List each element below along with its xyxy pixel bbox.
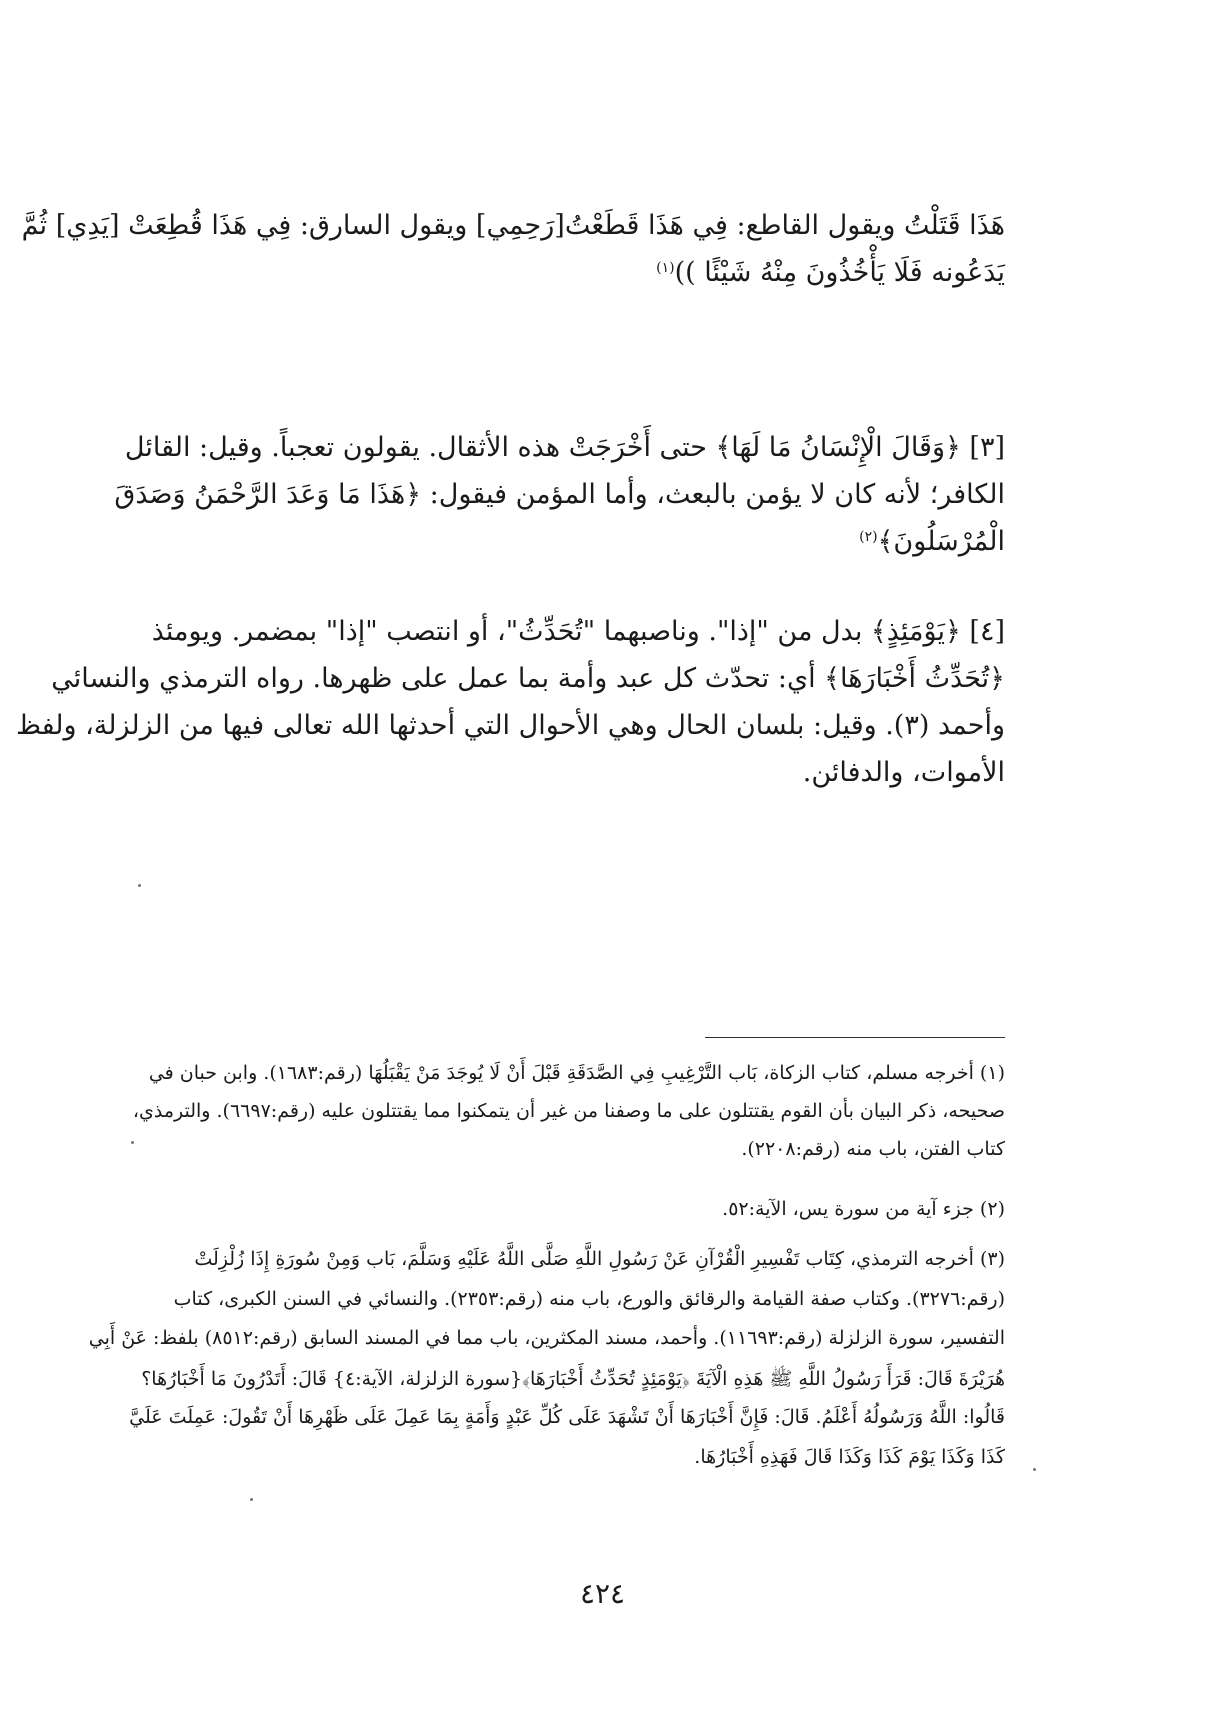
footnote-line: قَالُوا: اللَّهُ وَرَسُولُهُ أَعْلَمُ. قَالَ: فَإِنَّ أَخْبَارَهَا أَنْ تَشْهَدَ عَلَى كُلِّ عَبْدٍ وَأَمَةٍ بِمَا عَمِلَ عَلَى ظَهْرِهَا أَنْ تَقُولَ: عَمِلَتَ عَلَيَّ	[129, 1406, 1005, 1428]
footnote-separator	[705, 1037, 1005, 1038]
footnote-line: صحيحه، ذكر البيان بأن القوم يقتتلون على ما وصفنا من غير أن يتمكنوا مما يقتتلون عليه (رقم:٦٦٩٧). والترمذي،	[132, 1100, 1005, 1122]
footnote-line: كتاب الفتن، باب منه (رقم:٢٢٠٨).	[741, 1138, 1005, 1160]
paragraph-1	[21, 210, 1005, 306]
paragraph-line	[200, 259, 1005, 306]
footnote-2	[200, 1198, 1005, 1236]
footnote-line: (رقم:٣٢٧٦). وكتاب صفة القيامة والرقائق والورع، باب منه (رقم:٢٣٥٣). والنسائي في السنن الكبرى، كتاب	[173, 1287, 1005, 1310]
scan-speck	[131, 1141, 134, 1144]
footnote-marker: (٢)	[859, 529, 878, 545]
footnote-line: (٣) أخرجه الترمذي، كِتَاب تَفْسِيرِ الْقُرْآنِ عَنْ رَسُولِ اللَّهِ صَلَّى اللَّهُ عَلَيْهِ وَسَلَّمَ، بَاب وَمِنْ سُورَةِ إِذَا زُلْزِلَتْ	[194, 1248, 1005, 1270]
footnote-line: (٢) جزء آية من سورة يس، الآية:٥٢.	[722, 1198, 1005, 1220]
paragraph-line: الكافر؛ لأنه كان لا يؤمن بالبعث، وأما المؤمن فيقول: ﴿هَذَا مَا وَعَدَ الرَّحْمَنُ وَصَدَقَ	[114, 479, 1005, 510]
paragraph-2	[114, 432, 1005, 575]
footnote-1	[132, 1062, 1005, 1176]
footnote-line: هُرَيْرَةَ قَالَ: قَرَأَ رَسُولُ اللَّهِ ﷺ هَذِهِ الْآيَةَ ﴿يَوْمَئِذٍ تُحَدِّثُ أَخْبَارَهَا﴾{سورة الزلزلة، الآية:٤} قَالَ: أَتَدْرُونَ مَا أَخْبَارُهَا؟	[141, 1367, 1005, 1390]
paragraph-line: [٤] ﴿يَوْمَئِذٍ﴾ بدل من "إذا". وناصبهما "تُحَدِّثُ"، أو انتصب "إذا" بمضمر. ويومئذ	[151, 616, 1005, 647]
footnote-marker: (١)	[656, 260, 675, 276]
scan-speck	[1033, 1468, 1036, 1471]
paragraph-3	[15, 616, 1005, 806]
paragraph-line-text: الْمُرْسَلُونَ﴾	[877, 526, 1005, 557]
paragraph-line: [٣] ﴿وَقَالَ الْإِنْسَانُ مَا لَهَا﴾ حتى أَخْرَجَتْ هذه الأثقال. يقولون تعجباً. وقيل: القائل	[124, 432, 1005, 463]
footnote-line: (١) أخرجه مسلم، كتاب الزكاة، بَاب التَّرْغِيبِ فِي الصَّدَقَةِ قَبْلَ أَنْ لَا يُوجَدَ مَنْ يَقْبَلُهَا (رقم:١٦٨٣). وابن حبان في	[148, 1062, 1005, 1084]
footnote-line: كَذَا وَكَذَا يَوْمَ كَذَا وَكَذَا قَالَ فَهَذِهِ أَخْبَارُهَا.	[694, 1445, 1005, 1468]
page-number: ٤٢٤	[579, 1577, 626, 1610]
paragraph-line: هَذَا قَتَلْتُ ويقول القاطع: فِي هَذَا قَطَعْتُ[رَحِمِي] ويقول السارق: فِي هَذَا قُطِعَتْ [يَدِي] ثُمَّ	[21, 210, 1005, 241]
scan-speck	[138, 884, 141, 887]
scan-speck	[250, 1498, 253, 1501]
paragraph-line-text: يَدَعُونه فَلَا يَأْخُذُونَ مِنْهُ شَيْئًا ))	[674, 257, 1005, 288]
paragraph-line: الأموات، والدفائن.	[802, 757, 1005, 788]
paragraph-line: وأحمد (٣). وقيل: بلسان الحال وهي الأحوال التي أحدثها الله تعالى فيها من الزلزلة، ولفظ	[15, 710, 1005, 741]
paragraph-line: ﴿تُحَدِّثُ أَخْبَارَهَا﴾ أي: تحدّث كل عبد وأمة بما عمل على ظهرها. رواه الترمذي والنسائي	[51, 663, 1005, 694]
footnote-line: التفسير، سورة الزلزلة (رقم:١١٦٩٣). وأحمد، مسند المكثرين، باب مما في المسند السابق (رقم:٨٥١٢) بلفظ: عَنْ أَبِي	[88, 1327, 1005, 1349]
footnote-3	[88, 1248, 1005, 1485]
paragraph-line	[200, 528, 1005, 575]
